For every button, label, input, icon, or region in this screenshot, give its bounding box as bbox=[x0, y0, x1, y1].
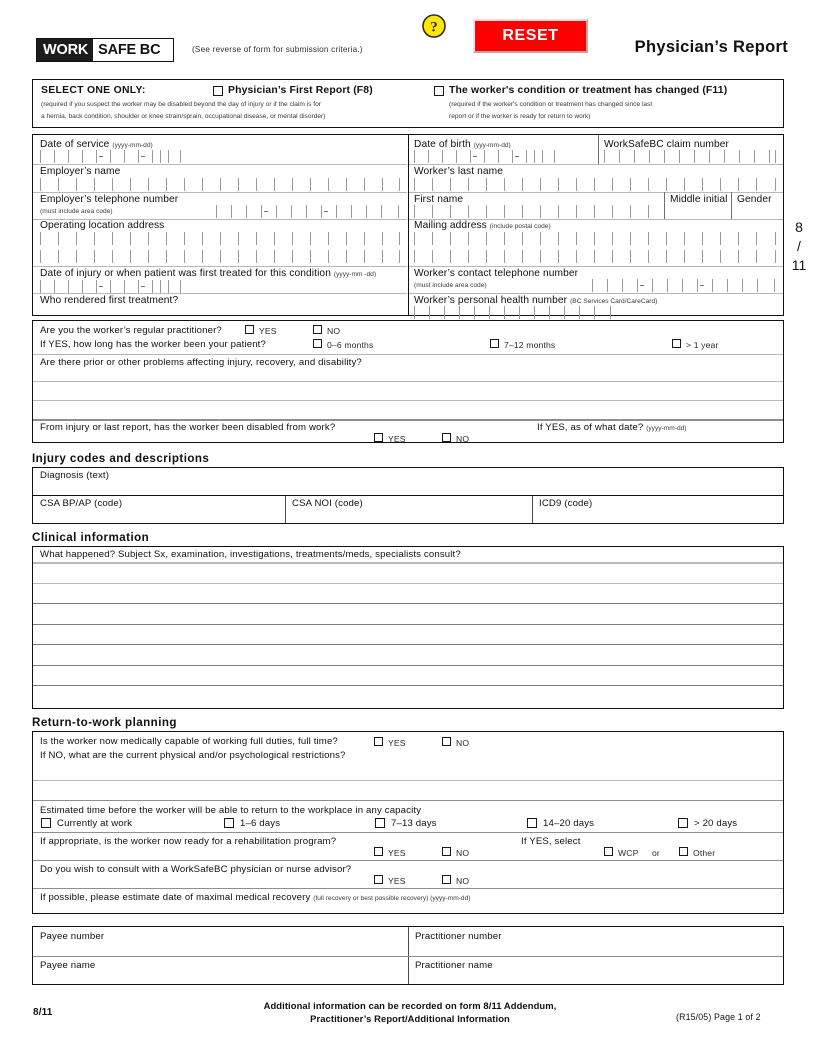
divider bbox=[33, 644, 783, 645]
divider bbox=[409, 293, 783, 294]
divider bbox=[33, 192, 407, 193]
label-if-yes-select: If YES, select bbox=[521, 836, 581, 847]
clinical-input-line-6[interactable] bbox=[40, 668, 776, 684]
divider bbox=[33, 400, 783, 401]
label-duration-7-12-months: 7–12 months bbox=[504, 340, 556, 350]
divider bbox=[33, 888, 783, 889]
label-duration-gt-1-year: > 1 year bbox=[686, 340, 719, 350]
label-duration-0-6-months: 0–6 months bbox=[327, 340, 374, 350]
checkbox-physicians-first-report[interactable] bbox=[213, 86, 223, 96]
note-f11-line1: (required if the worker's condition or treatment has changed since last bbox=[449, 101, 653, 108]
checkbox-regular-practitioner-yes[interactable] bbox=[245, 325, 254, 334]
note-worker-area-code: (must include area code) bbox=[414, 282, 487, 289]
label-gender: Gender bbox=[737, 194, 772, 205]
practitioner-number-input[interactable] bbox=[415, 943, 765, 953]
footer-form-code: 8/11 bbox=[33, 1007, 53, 1018]
mailing-address-line1-input[interactable] bbox=[414, 232, 776, 245]
label-rehab-question: If appropriate, is the worker now ready for a rehabilitation program? bbox=[40, 836, 337, 847]
label-employers-name: Employer’s name bbox=[40, 166, 121, 177]
checkbox-disabled-yes[interactable] bbox=[374, 433, 383, 442]
return-to-work-heading: Return-to-work planning bbox=[32, 716, 177, 729]
checkbox-wcp[interactable] bbox=[604, 847, 613, 856]
logo-work-text: WORK bbox=[37, 39, 93, 61]
diagnosis-input[interactable] bbox=[40, 482, 776, 494]
divider bbox=[33, 354, 783, 355]
label-csa-bp-ap: CSA BP/AP (code) bbox=[40, 498, 123, 509]
checkbox-disabled-no[interactable] bbox=[442, 433, 451, 442]
divider bbox=[33, 293, 407, 294]
checkbox-rehab-no[interactable] bbox=[442, 847, 451, 856]
checkbox-gt-20-days[interactable] bbox=[678, 818, 688, 828]
clinical-input-line-2[interactable] bbox=[40, 586, 776, 602]
divider bbox=[33, 562, 783, 564]
label-who-rendered-first-treatment: Who rendered first treatment? bbox=[40, 295, 179, 306]
label-employers-telephone: Employer’s telephone number bbox=[40, 194, 179, 205]
csa-bp-ap-input[interactable] bbox=[40, 510, 270, 521]
divider bbox=[33, 665, 783, 666]
checkbox-regular-practitioner-no[interactable] bbox=[313, 325, 322, 334]
label-other: Other bbox=[693, 848, 716, 858]
middle-initial-input[interactable] bbox=[670, 205, 726, 216]
label-personal-health-number: Worker’s personal health number (BC Services Card/CareCard) bbox=[414, 295, 658, 306]
footer-center-line1: Additional information can be recorded on form 8/11 Addendum, bbox=[263, 1000, 557, 1011]
label-payee-number: Payee number bbox=[40, 931, 105, 942]
workers-contact-telephone-input[interactable] bbox=[592, 279, 776, 292]
checkbox-currently-at-work[interactable] bbox=[41, 818, 51, 828]
label-date-of-injury: Date of injury or when patient was first treated for this condition (yyyy-mm -dd) bbox=[40, 268, 377, 279]
label-gt-20-days: > 20 days bbox=[694, 818, 738, 829]
divider bbox=[33, 780, 783, 781]
footer-center-note bbox=[150, 1000, 670, 1025]
svg-text:?: ? bbox=[430, 19, 438, 36]
label-regular-practitioner-yes: YES bbox=[259, 326, 277, 336]
label-regular-practitioner-question: Are you the worker’s regular practitioner? bbox=[40, 325, 222, 336]
label-rehab-yes: YES bbox=[388, 848, 406, 858]
payee-number-input[interactable] bbox=[40, 943, 390, 953]
divider bbox=[409, 164, 783, 165]
label-disabled-yes: YES bbox=[388, 434, 406, 444]
label-operating-location: Operating location address bbox=[40, 220, 165, 231]
label-disabled-from-work-question: From injury or last report, has the worker been disabled from work? bbox=[40, 422, 336, 433]
worksafebc-logo bbox=[36, 38, 174, 62]
label-wcp: WCP bbox=[618, 848, 639, 858]
divider bbox=[409, 266, 783, 267]
label-prior-problems-question: Are there prior or other problems affecting injury, recovery, and disability? bbox=[40, 357, 362, 368]
divider bbox=[33, 860, 783, 861]
checkbox-other[interactable] bbox=[679, 847, 688, 856]
workers-last-name-input[interactable] bbox=[414, 178, 776, 191]
page-title: Physician’s Report bbox=[634, 38, 788, 56]
if-yes-date-format-hint: (yyyy-mm-dd) bbox=[646, 425, 687, 432]
side-form-code-line2: / bbox=[797, 238, 801, 254]
label-date-of-service: Date of service (yyyy-mm-dd) bbox=[40, 139, 153, 150]
date-format-hint: (yyyy-mm-dd) bbox=[112, 142, 153, 149]
label-mailing-address: Mailing address (include postal code) bbox=[414, 220, 551, 231]
divider bbox=[33, 603, 783, 604]
label-disabled-no: NO bbox=[456, 434, 470, 444]
label-workers-last-name: Worker’s last name bbox=[414, 166, 503, 177]
prior-problems-input-line3[interactable] bbox=[40, 402, 776, 418]
label-currently-at-work: Currently at work bbox=[57, 818, 133, 829]
divider bbox=[33, 624, 783, 625]
date-of-birth-input[interactable] bbox=[414, 150, 554, 163]
disabled-as-of-date-input[interactable] bbox=[600, 432, 776, 442]
payee-name-input[interactable] bbox=[40, 971, 390, 981]
divider bbox=[33, 495, 783, 496]
question-mark-icon[interactable] bbox=[421, 13, 447, 39]
label-regular-practitioner-no: NO bbox=[327, 326, 341, 336]
label-estimated-time-question: Estimated time before the worker will be able to return to the workplace in any capacity bbox=[40, 805, 422, 816]
checkbox-consult-no[interactable] bbox=[442, 875, 451, 884]
label-how-long-patient-question: If YES, how long has the worker been your patient? bbox=[40, 339, 266, 350]
side-form-code-line3: 11 bbox=[791, 257, 807, 273]
gender-input[interactable] bbox=[737, 205, 777, 216]
label-diagnosis: Diagnosis (text) bbox=[40, 470, 110, 481]
label-csa-noi: CSA NOI (code) bbox=[292, 498, 363, 509]
divider bbox=[33, 419, 783, 421]
checkbox-duration-7-12-months[interactable] bbox=[490, 339, 499, 348]
claim-number-input[interactable] bbox=[604, 150, 776, 163]
label-restrictions-question: If NO, what are the current physical and/or psychological restrictions? bbox=[40, 750, 346, 761]
label-consult-no: NO bbox=[456, 876, 470, 886]
date-of-injury-input[interactable] bbox=[40, 280, 180, 293]
checkbox-condition-changed[interactable] bbox=[434, 86, 444, 96]
date-of-service-input[interactable] bbox=[40, 150, 180, 163]
logo-safebc-text: SAFE BC bbox=[93, 39, 166, 61]
first-name-input[interactable] bbox=[414, 205, 662, 218]
label-icd9: ICD9 (code) bbox=[539, 498, 593, 509]
label-workers-contact-telephone: Worker’s contact telephone number bbox=[414, 268, 579, 279]
phn-note: (BC Services Card/CareCard) bbox=[570, 298, 658, 305]
divider bbox=[33, 800, 783, 801]
label-capable-yes: YES bbox=[388, 738, 406, 748]
divider bbox=[33, 381, 783, 382]
label-consult-yes: YES bbox=[388, 876, 406, 886]
reset-button-label: RESET bbox=[502, 27, 559, 44]
divider bbox=[33, 266, 407, 267]
label-rehab-no: NO bbox=[456, 848, 470, 858]
select-one-only-title: SELECT ONE ONLY: bbox=[41, 85, 146, 96]
label-14-20-days: 14–20 days bbox=[543, 818, 595, 829]
prior-problems-input-line1[interactable] bbox=[40, 368, 776, 381]
note-f8-line2: a hernia, back condition, shoulder or knee strain/sprain, occupational disease, or mental disorder) bbox=[41, 113, 326, 120]
operating-location-line2-input[interactable] bbox=[40, 250, 400, 263]
checkbox-14-20-days[interactable] bbox=[527, 818, 537, 828]
operating-location-line1-input[interactable] bbox=[40, 232, 400, 245]
clinical-input-line-1[interactable] bbox=[40, 565, 776, 581]
label-condition-changed: The worker's condition or treatment has changed (F11) bbox=[449, 85, 728, 96]
reverse-of-form-note: (See reverse of form for submission criteria.) bbox=[192, 45, 363, 54]
label-first-name: First name bbox=[414, 194, 464, 205]
page-header bbox=[0, 0, 816, 76]
checkbox-7-13-days[interactable] bbox=[375, 818, 385, 828]
side-form-code bbox=[786, 218, 812, 275]
practitioner-name-input[interactable] bbox=[415, 971, 765, 981]
label-payee-name: Payee name bbox=[40, 960, 96, 971]
checkbox-capable-yes[interactable] bbox=[374, 737, 383, 746]
label-practitioner-name: Practitioner name bbox=[415, 960, 493, 971]
clinical-input-line-3[interactable] bbox=[40, 606, 776, 622]
label-if-yes-as-of-date: If YES, as of what date? (yyyy-mm-dd) bbox=[537, 422, 687, 433]
clinical-input-line-5[interactable] bbox=[40, 647, 776, 663]
checkbox-duration-gt-1-year[interactable] bbox=[672, 339, 681, 348]
divider bbox=[285, 496, 286, 523]
icd9-input[interactable] bbox=[539, 510, 769, 521]
footer-center-line2: Practitioner’s Report/Additional Information bbox=[310, 1012, 510, 1024]
divider bbox=[598, 135, 599, 164]
divider bbox=[33, 583, 783, 584]
divider bbox=[33, 832, 783, 833]
checkbox-consult-yes[interactable] bbox=[374, 875, 383, 884]
restrictions-input-line1[interactable] bbox=[40, 763, 776, 779]
clinical-input-line-7[interactable] bbox=[40, 688, 776, 704]
mmr-date-input[interactable] bbox=[40, 903, 776, 912]
who-rendered-first-treatment-input[interactable] bbox=[40, 306, 400, 315]
label-practitioner-number: Practitioner number bbox=[415, 931, 502, 942]
label-or: or bbox=[652, 848, 660, 858]
divider bbox=[33, 685, 783, 686]
mmr-note: (full recovery or best possible recovery) (yyyy-mm-dd) bbox=[313, 895, 471, 902]
note-employer-area-code: (must include area code) bbox=[40, 208, 113, 215]
divider bbox=[33, 956, 783, 957]
divider bbox=[409, 192, 783, 193]
employers-telephone-input[interactable] bbox=[216, 205, 400, 218]
injury-codes-heading: Injury codes and descriptions bbox=[32, 452, 210, 465]
checkbox-capable-no[interactable] bbox=[442, 737, 451, 746]
clinical-information-heading: Clinical information bbox=[32, 531, 150, 544]
label-clinical-prompt: What happened? Subject Sx, examination, investigations, treatments/meds, specialists consult? bbox=[40, 549, 461, 560]
checkbox-duration-0-6-months[interactable] bbox=[313, 339, 322, 348]
date-injury-format-hint: (yyyy-mm -dd) bbox=[333, 271, 377, 278]
divider bbox=[33, 164, 407, 165]
label-capable-no: NO bbox=[456, 738, 470, 748]
label-claim-number: WorkSafeBC claim number bbox=[604, 139, 729, 150]
checkbox-1-6-days[interactable] bbox=[224, 818, 234, 828]
divider bbox=[664, 192, 665, 219]
footer-revision-page: (R15/05) Page 1 of 2 bbox=[676, 1012, 761, 1022]
note-f11-line2: report or if the worker is ready for return to work) bbox=[449, 113, 591, 120]
divider bbox=[731, 192, 732, 219]
dob-format-hint: (yyy-mm-dd) bbox=[473, 142, 511, 149]
prior-problems-input-line2[interactable] bbox=[40, 383, 776, 399]
personal-health-number-input[interactable] bbox=[414, 306, 614, 319]
clinical-input-line-4[interactable] bbox=[40, 627, 776, 643]
mailing-address-line2-input[interactable] bbox=[414, 250, 776, 263]
side-form-code-line1: 8 bbox=[795, 219, 803, 235]
restrictions-input-line2[interactable] bbox=[40, 783, 776, 799]
label-7-13-days: 7–13 days bbox=[391, 818, 437, 829]
csa-noi-input[interactable] bbox=[292, 510, 522, 521]
checkbox-rehab-yes[interactable] bbox=[374, 847, 383, 856]
divider bbox=[532, 496, 533, 523]
label-1-6-days: 1–6 days bbox=[240, 818, 281, 829]
label-mmr-question: If possible, please estimate date of maximal medical recovery (full recovery or best possible recovery) (yyyy-mm-dd) bbox=[40, 892, 471, 903]
reset-button[interactable] bbox=[473, 19, 588, 53]
label-date-of-birth: Date of birth (yyy-mm-dd) bbox=[414, 139, 511, 150]
label-middle-initial: Middle initial bbox=[670, 194, 728, 205]
label-consult-question: Do you wish to consult with a WorkSafeBC physician or nurse advisor? bbox=[40, 864, 352, 875]
identity-center-divider bbox=[408, 135, 409, 315]
label-physicians-first-report: Physician’s First Report (F8) bbox=[228, 85, 373, 96]
mailing-address-note: (include postal code) bbox=[489, 223, 551, 230]
employers-name-input[interactable] bbox=[40, 178, 400, 191]
label-medically-capable-question: Is the worker now medically capable of working full duties, full time? bbox=[40, 736, 338, 747]
note-f8-line1: (required if you suspect the worker may be disabled beyond the day of injury or if the claim is for bbox=[41, 101, 322, 108]
